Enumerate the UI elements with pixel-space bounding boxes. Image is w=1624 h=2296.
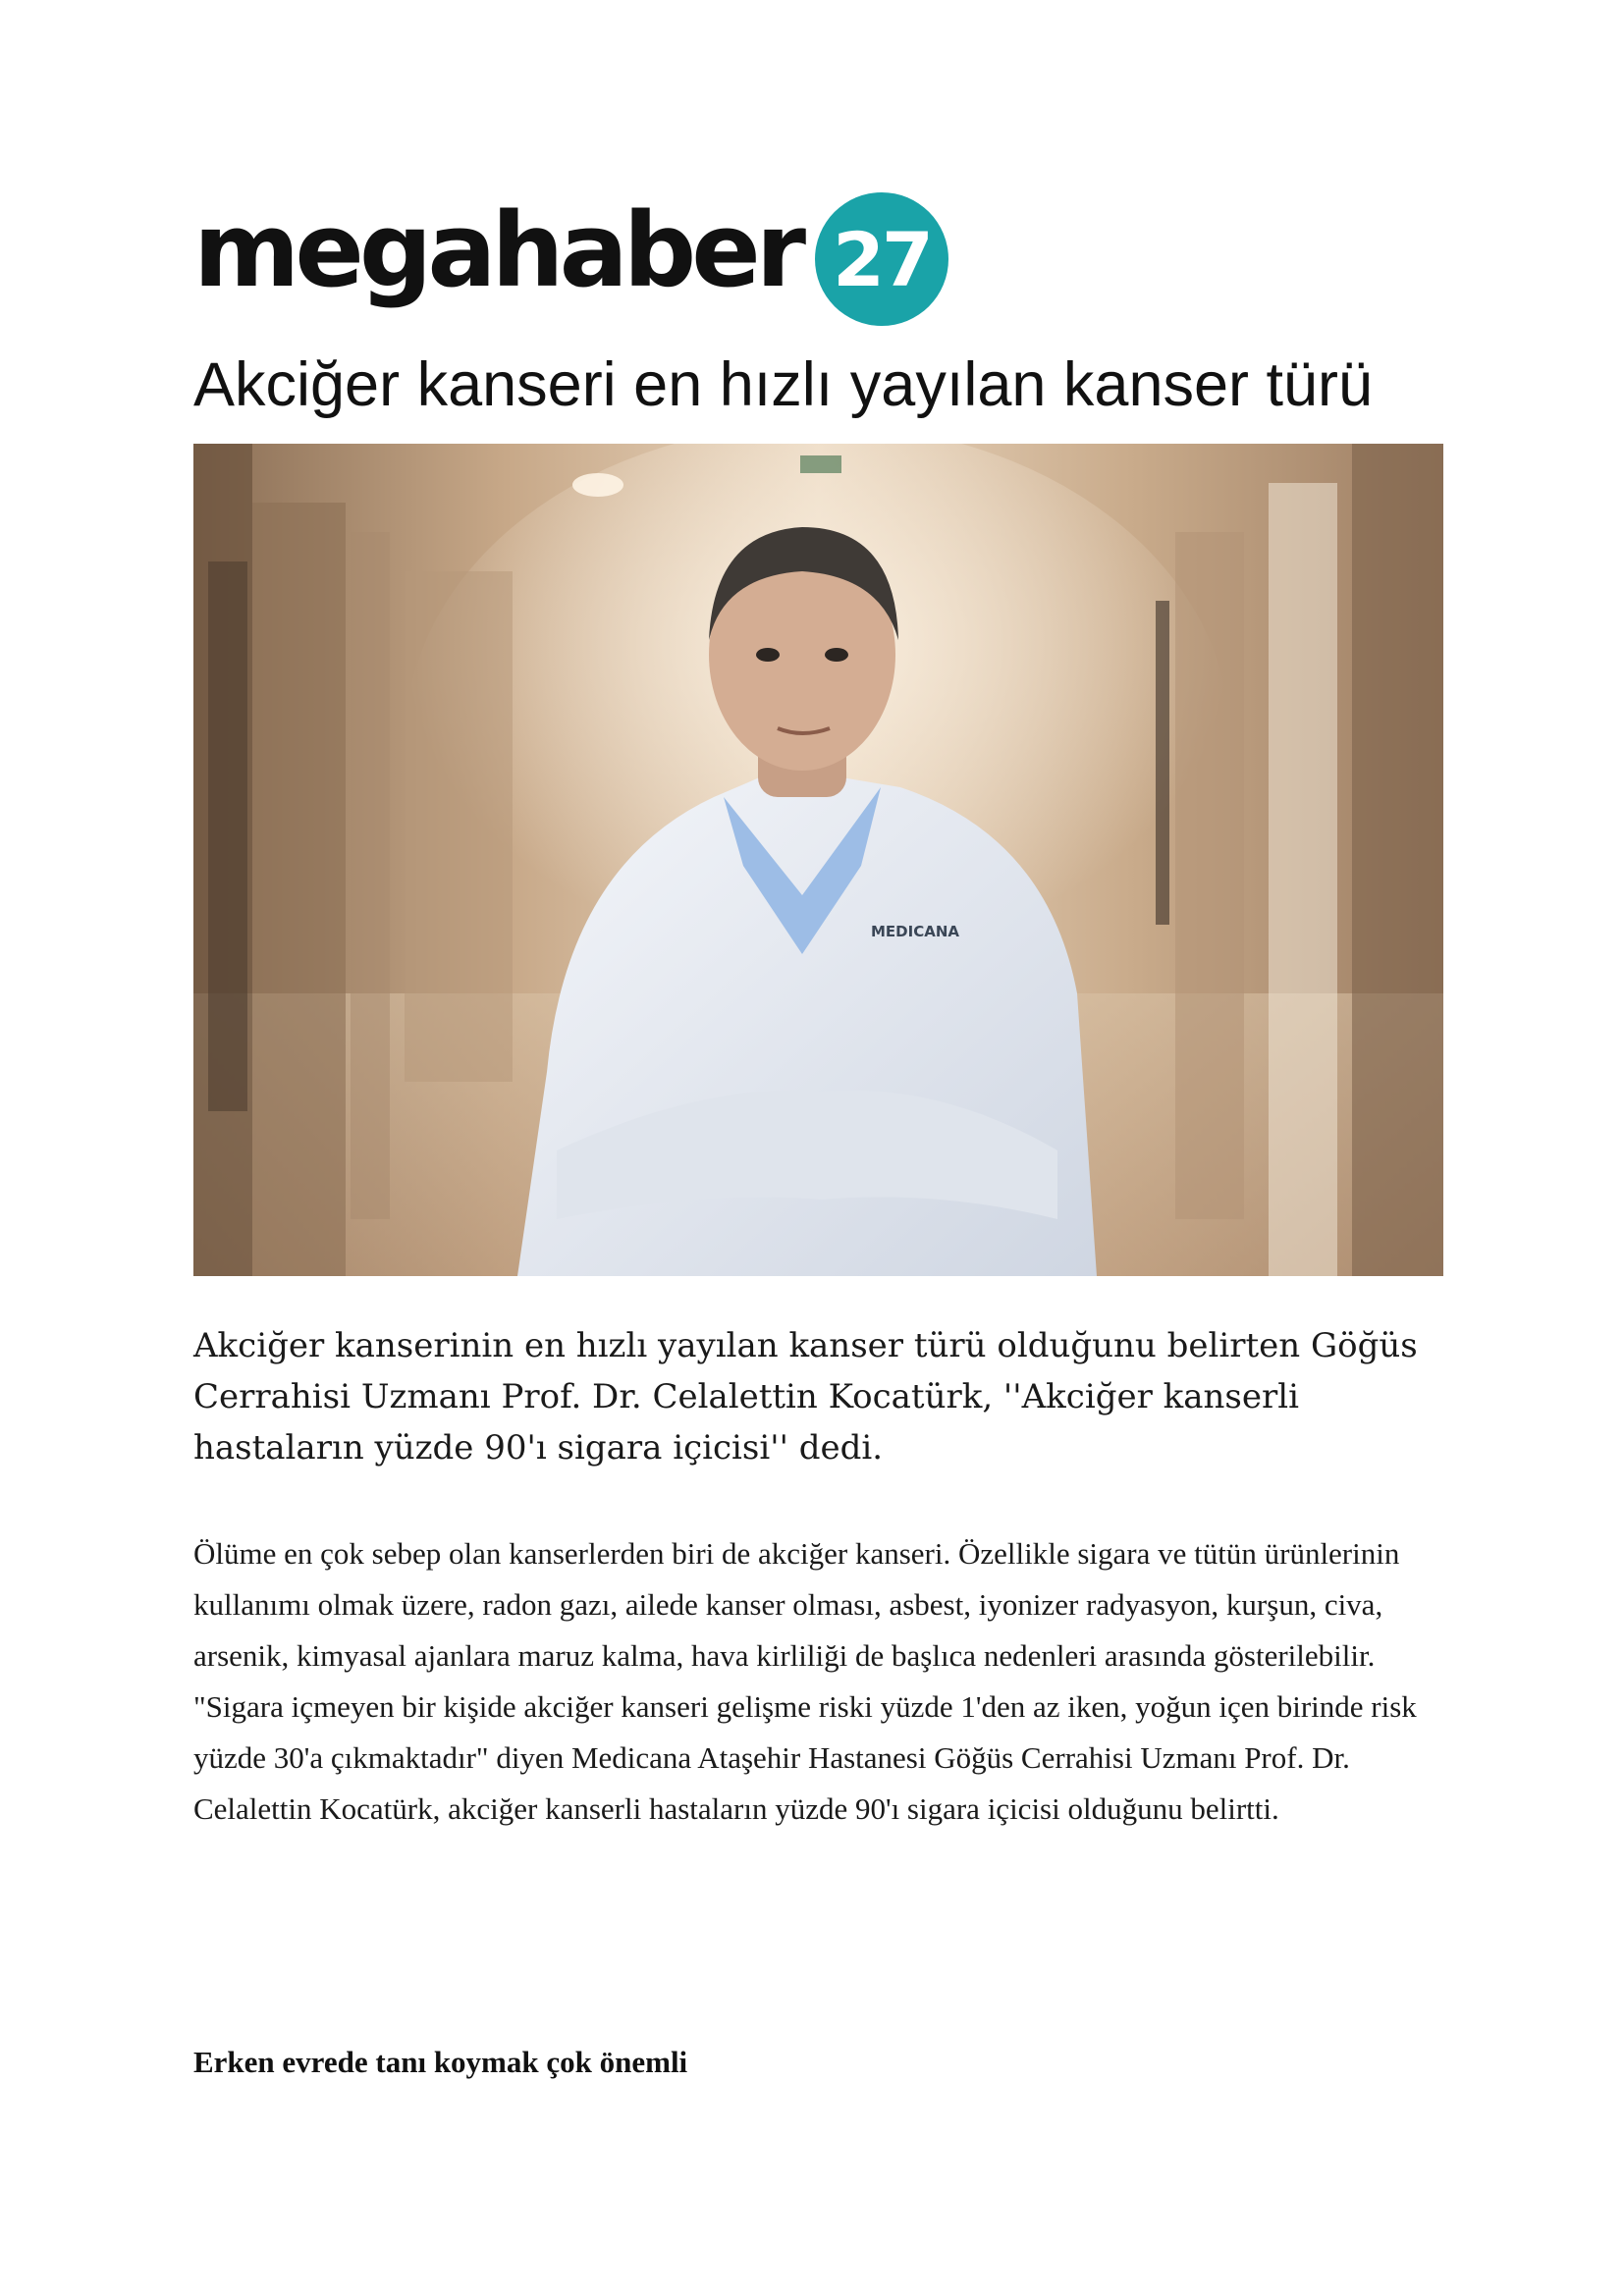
coat-label: MEDICANA	[871, 923, 959, 940]
logo-wordmark: megahaber	[193, 190, 802, 310]
article-subheading: Erken evrede tanı koymak çok önemli	[193, 2045, 688, 2079]
article-body-paragraph: Ölüme en çok sebep olan kanserlerden biri de akciğer kanseri. Özellikle sigara ve tütün ürünlerinin kullanımı olmak üzere, radon gazı, ailede kanser olması, asbest, iyonizer radyasyon, kurşun, civa, arsenik, kimyasal ajanlara maruz kalma, hava kirliliği de başlıca nedenleri arasında gösterilebilir. "Sigara içmeyen bir kişide akciğer kanseri gelişme riski yüzde 1'den az iken, yoğun içen birinde risk yüzde 30'a çıkmaktadır" diyen Medicana Ataşehir Hastanesi Göğüs Cerrahisi Uzmanı Prof. Dr. Celalettin Kocatürk, akciğer kanserli hastaların yüzde 90'ı sigara içicisi olduğunu belirtti.	[193, 1536, 1417, 1826]
article-lead: Akciğer kanserinin en hızlı yayılan kanser türü olduğunu belirten Göğüs Cerrahisi Uzmanı Prof. Dr. Celalettin Kocatürk, ''Akciğer kanserli hastaların yüzde 90'ı sigara içicisi'' dedi.	[193, 1326, 1418, 1468]
site-logo[interactable]	[193, 192, 948, 326]
logo-badge: 27	[815, 192, 948, 326]
article-headline: Akciğer kanseri en hızlı yayılan kanser türü	[193, 350, 1374, 419]
article-photo	[193, 444, 1443, 1276]
